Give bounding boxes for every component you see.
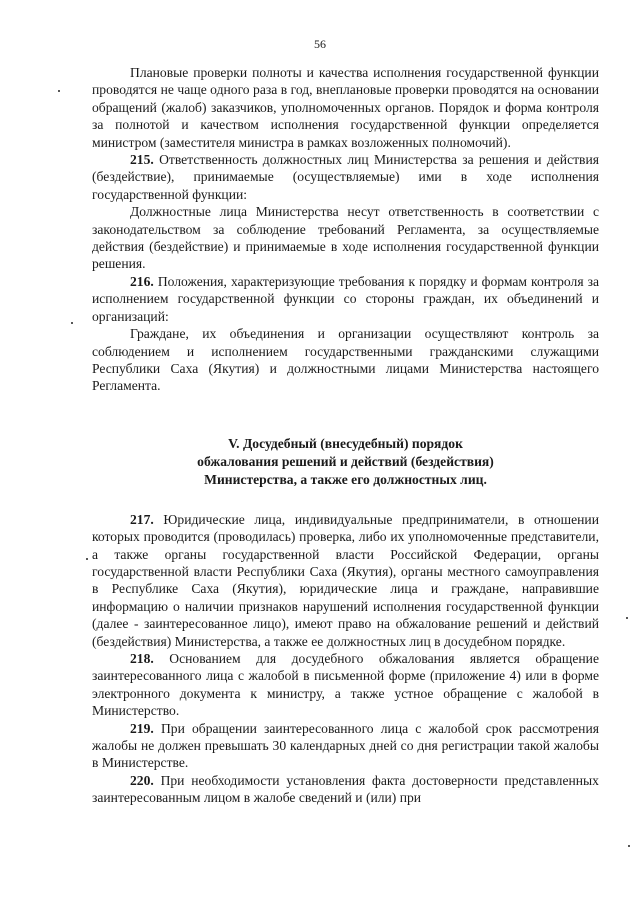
scan-speck — [58, 90, 60, 92]
section-heading — [92, 435, 599, 489]
section-heading-line: обжалования решений и действий (бездействия) — [197, 453, 494, 469]
paragraph — [92, 511, 599, 650]
page-number: 56 — [314, 37, 326, 51]
paragraph-text: Юридические лица, индивидуальные предприниматели, в отношении которых проводится (проводилась) проверка, либо их уполномоченные представители, а также органы государственной власти Российской Федерации, органы государственной власти Республики Саха (Якутия), органы местного самоуправления в Республике Саха (Якутия), юридические лица и граждане, направившие информацию о наличии признаков нарушений исполнения государственной функции (далее - заинтересованное лицо), имеют право на обжалование решений и действий (бездействия) Министерства, а также ее должностных лиц в досудебном порядке. — [92, 511, 599, 649]
scan-speck — [71, 322, 73, 324]
paragraph-text: При обращении заинтересованного лица с жалобой срок рассмотрения жалобы не должен превышать 30 календарных дней со дня регистрации такой жалобы в Министерстве. — [92, 720, 599, 771]
paragraph-text: Положения, характеризующие требования к порядку и формам контроля за исполнением государственной функции со стороны граждан, их объединений и организаций: — [92, 273, 599, 324]
document-body — [92, 64, 599, 807]
paragraph — [92, 151, 599, 203]
scan-speck — [626, 617, 628, 619]
paragraph-text: Основанием для досудебного обжалования является обращение заинтересованного лица с жалобой в письменной форме (приложение 4) или в форме электронного документа к министру, а также устное обращение с жалобой в Министерство. — [92, 650, 599, 719]
paragraph-number: 218. — [130, 650, 154, 666]
paragraph-text: При необходимости установления факта достоверности представленных заинтересованным лицом в жалобе сведений и (или) при — [92, 772, 599, 806]
paragraph — [92, 325, 599, 395]
paragraph-number: 215. — [130, 152, 154, 168]
section-heading-line: V. Досудебный (внесудебный) порядок — [228, 435, 463, 451]
paragraph-text: Должностные лица Министерства несут ответственность в соответствии с законодательством за соблюдение требований Регламента, за осуществляемые действия (бездействие) и принимаемые в ходе исполнения государственной функции решения. — [92, 204, 599, 272]
paragraph-text: Ответственность должностных лиц Министерства за решения и действия (бездействие), принимаемые (осуществляемые) ими в ходе исполнения государственной функции: — [92, 152, 599, 202]
paragraph — [92, 720, 599, 772]
paragraph-number: 217. — [130, 511, 154, 527]
paragraph — [92, 772, 599, 807]
scan-speck — [628, 845, 630, 847]
paragraph-number: 220. — [130, 772, 154, 788]
paragraph-number: 216. — [130, 273, 154, 289]
paragraph — [92, 273, 599, 325]
paragraph — [92, 650, 599, 720]
section-heading-line: Министерства, а также его должностных лиц. — [204, 471, 487, 487]
paragraph-text: Граждане, их объединения и организации осуществляют контроль за соблюдением и исполнением государственными гражданскими служащими Республики Саха (Якутия) и должностными лицами Министерства настоящего Регламента. — [92, 326, 599, 394]
paragraph — [92, 64, 599, 151]
paragraph — [92, 203, 599, 273]
scan-speck — [86, 558, 88, 560]
paragraph-text: Плановые проверки полноты и качества исполнения государственной функции проводятся не чаще одного раза в год, внеплановые проверки проводятся на основании обращений (жалоб) заказчиков, уполномоченных органов. Порядок и форма контроля за полнотой и качеством исполнения государственной функции определяется министром (заместителя министра в рамках возложенных полномочий). — [92, 65, 599, 150]
paragraph-number: 219. — [130, 720, 154, 736]
